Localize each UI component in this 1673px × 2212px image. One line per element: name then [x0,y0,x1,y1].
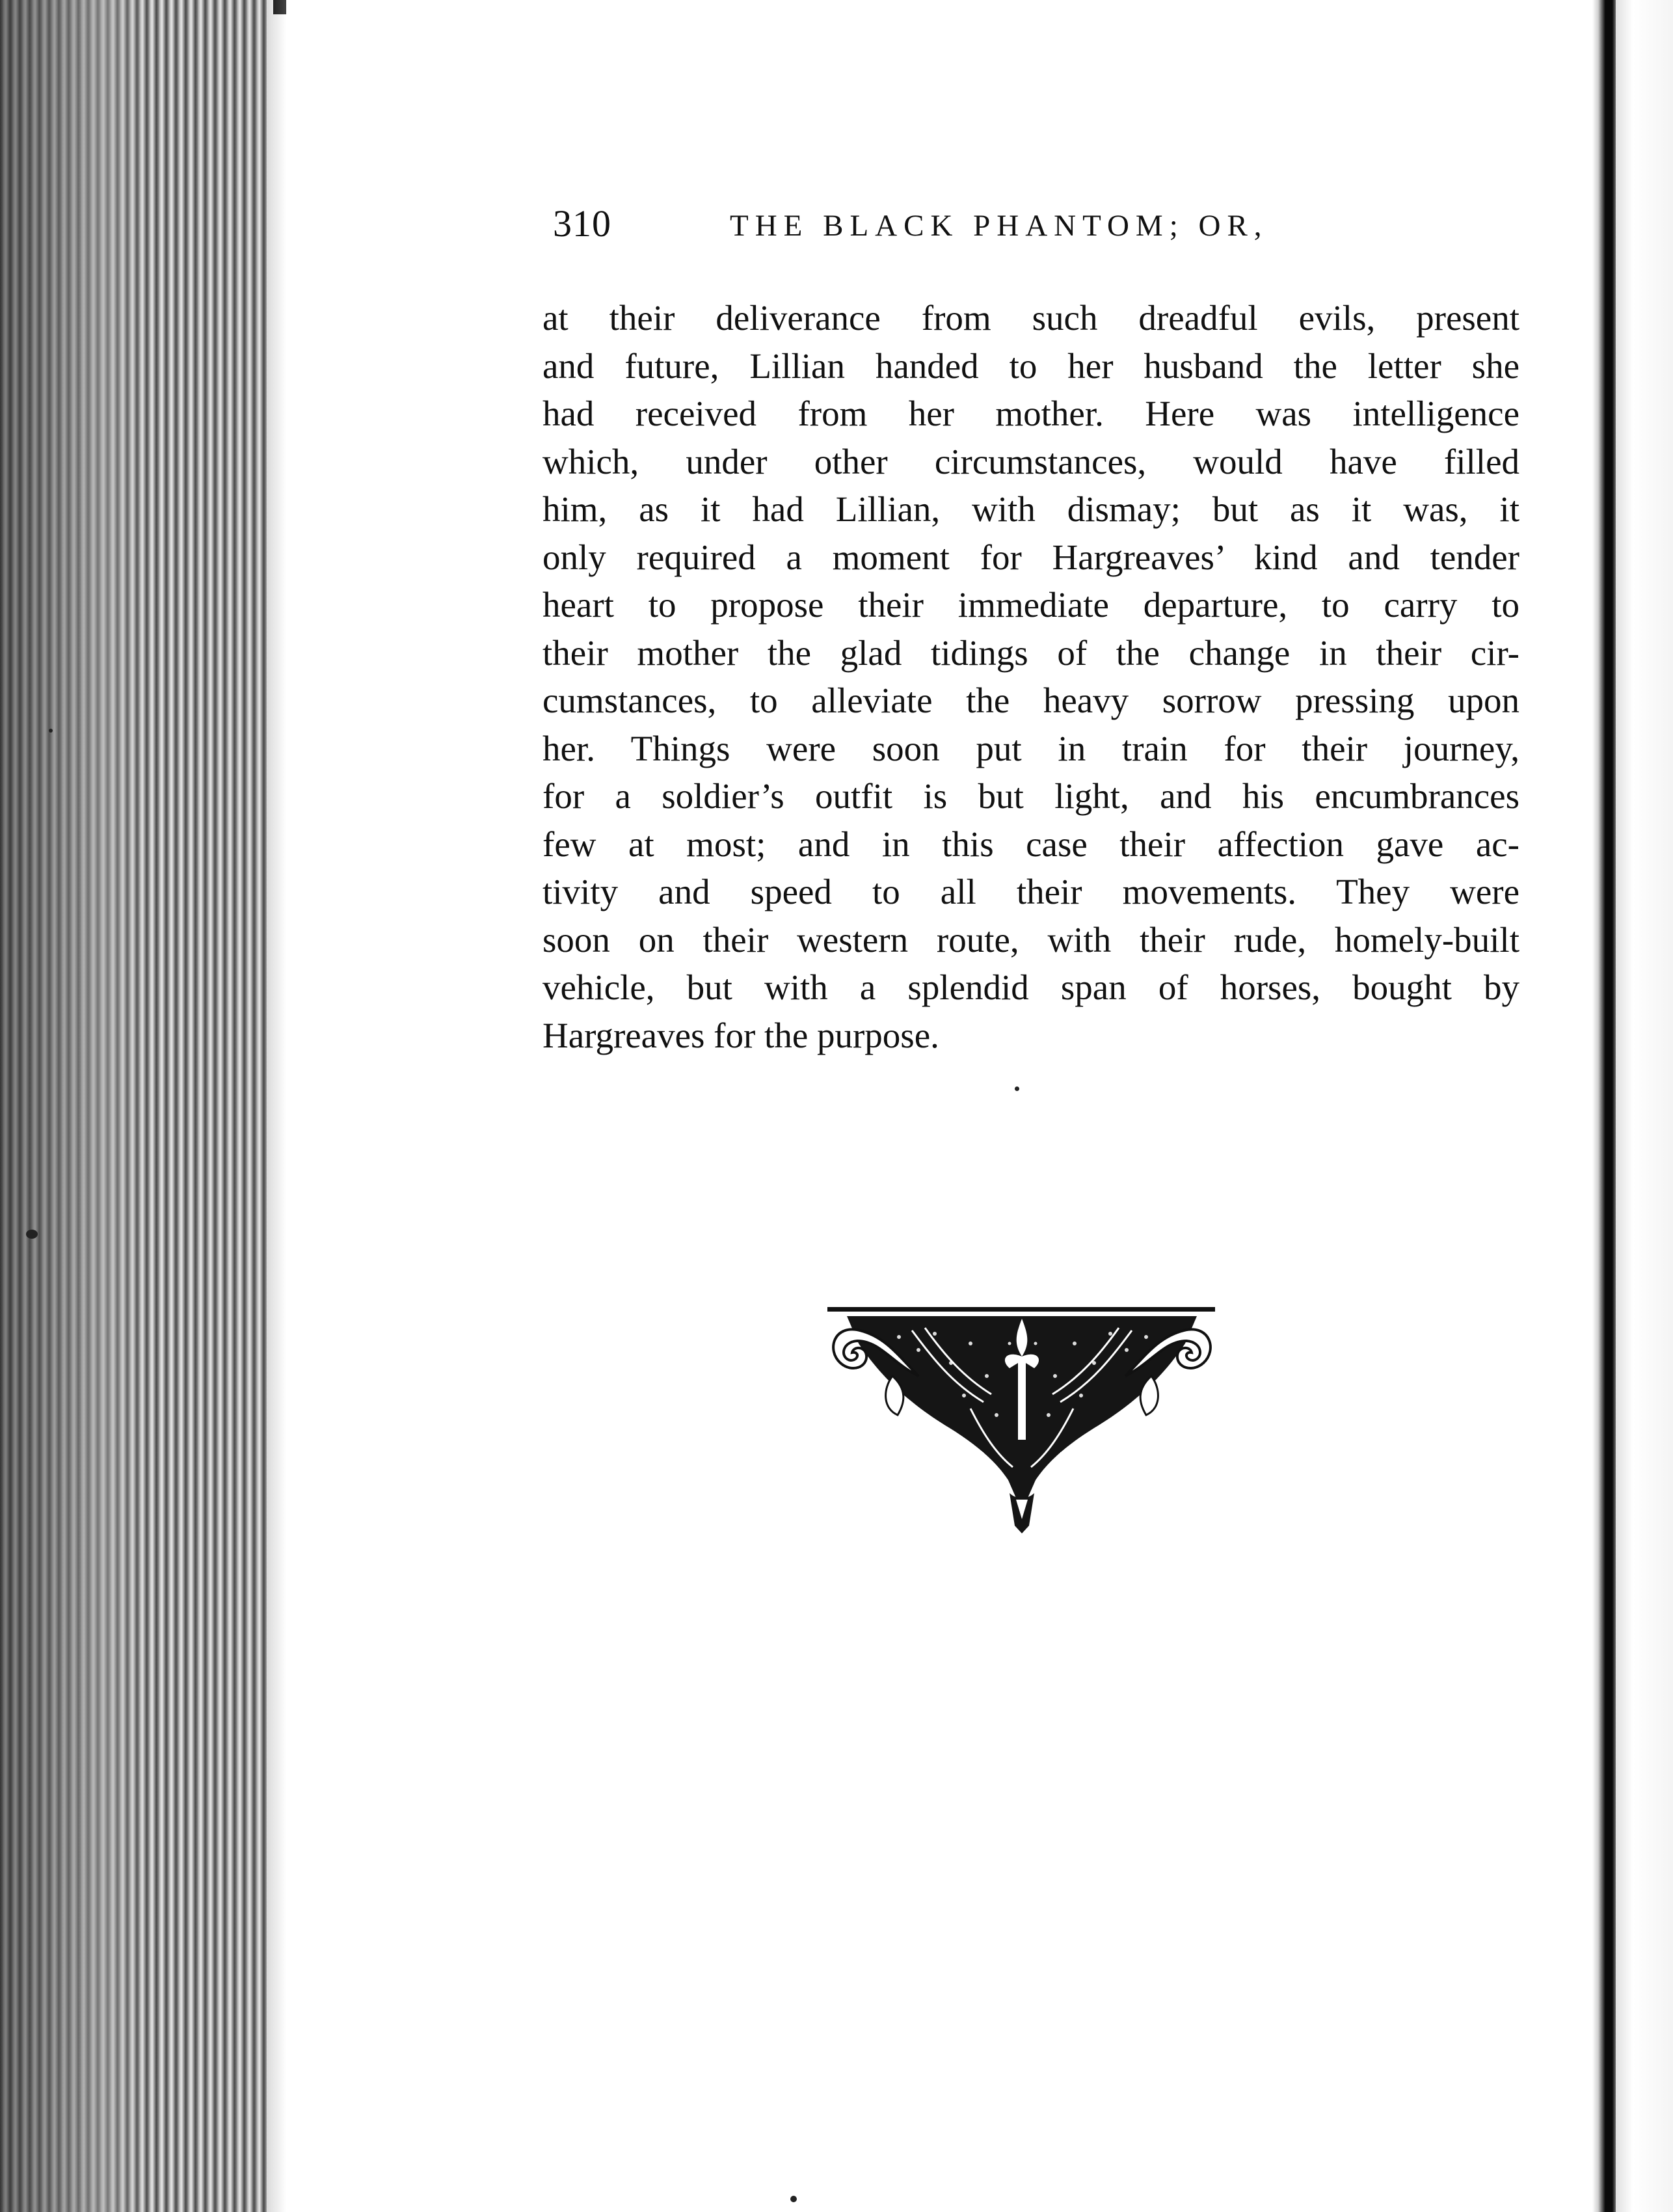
page-edge-stack [0,0,286,2212]
scan-speck [790,2196,797,2202]
text-line: few at most; and in this case their affection gave ac- [542,824,1519,864]
text-line: vehicle, but with a splendid span of horses, bought by [542,967,1519,1007]
tailpiece-ornament-icon [821,1304,1223,1539]
scan-speck [1015,1086,1019,1091]
text-line: soon on their western route, with their rude, homely-built [542,919,1519,960]
text-line: at their deliverance from such dreadful evils, present [542,298,1519,338]
text-line: cumstances, to alleviate the heavy sorrow pressing upon [542,681,1519,720]
running-title: THE BLACK PHANTOM; OR, [730,209,1268,243]
text-line: for a soldier’s outfit is but light, and his encumbrances [542,776,1519,816]
text-line: her. Things were soon put in train for their journey, [542,728,1519,768]
scan-speck [26,1230,38,1239]
text-line: and future, Lillian handed to her husband the letter she [542,345,1519,386]
text-line: had received from her mother. Here was intelligence [542,394,1519,433]
text-line: heart to propose their immediate departure, to carry to [542,585,1519,625]
page-number: 310 [553,202,611,245]
gutter-shadow [1592,0,1616,2212]
text-line: which, under other circumstances, would have filled [542,441,1519,481]
text-line: only required a moment for Hargreaves’ kind and tender [542,537,1519,577]
text-line: tivity and speed to all their movements. They were [542,872,1519,911]
text-line: their mother the glad tidings of the change in their cir- [542,632,1519,673]
running-head [553,202,1366,260]
facing-page-edge [1616,0,1673,2212]
body-paragraph [542,294,1519,1059]
text-line: Hargreaves for the purpose. [542,1015,939,1055]
text-line: him, as it had Lillian, with dismay; but as it was, it [542,489,1519,529]
scan-speck [49,729,53,733]
